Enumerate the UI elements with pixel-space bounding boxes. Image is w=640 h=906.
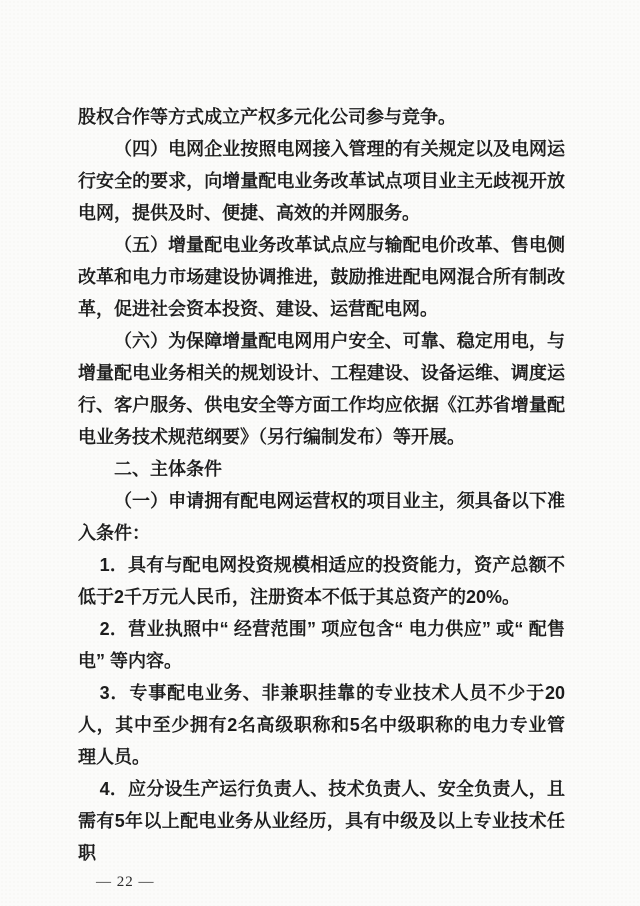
paragraph-numbered-3: 3．专事配电业务、非兼职挂靠的专业技术人员不少于20人，其中至少拥有2名高级职称和5名中级职称的电力专业管理人员。	[78, 683, 565, 767]
page-number: — 22 —	[96, 874, 155, 890]
paragraph-numbered-4: 4．应分设生产运行负责人、技术负责人、安全负责人，且需有5年以上配电业务从业经历，具有中级及以上专业技术任职	[78, 779, 565, 863]
paragraph-numbered-2: 2．营业执照中“ 经营范围” 项应包含“ 电力供应” 或“ 配售电” 等内容。	[78, 619, 565, 671]
paragraph-item-4: （四）电网企业按照电网接入管理的有关规定以及电网运行安全的要求，向增量配电业务改革试点项目业主无歧视开放电网，提供及时、便捷、高效的并网服务。	[78, 139, 565, 223]
section-heading-subject-conditions: 二、主体条件	[114, 459, 222, 479]
paragraph-item-6: （六）为保障增量配电网用户安全、可靠、稳定用电，与增量配电业务相关的规划设计、工程建设、设备运维、调度运行、客户服务、供电安全等方面工作均应依据《江苏省增量配电业务技术规范纲要》（另行编制发布）等开展。	[78, 331, 565, 447]
paragraph-numbered-1: 1．具有与配电网投资规模相适应的投资能力，资产总额不低于2千万元人民币，注册资本不低于其总资产的20%。	[78, 555, 565, 607]
document-body-text	[78, 101, 565, 869]
paragraph-item-5: （五）增量配电业务改革试点应与输配电价改革、售电侧改革和电力市场建设协调推进，鼓励推进配电网混合所有制改革，促进社会资本投资、建设、运营配电网。	[78, 235, 565, 319]
paragraph-item-1-admission: （一）申请拥有配电网运营权的项目业主，须具备以下准入条件：	[78, 491, 565, 543]
paragraph-continuation: 股权合作等方式成立产权多元化公司参与竞争。	[78, 107, 456, 127]
